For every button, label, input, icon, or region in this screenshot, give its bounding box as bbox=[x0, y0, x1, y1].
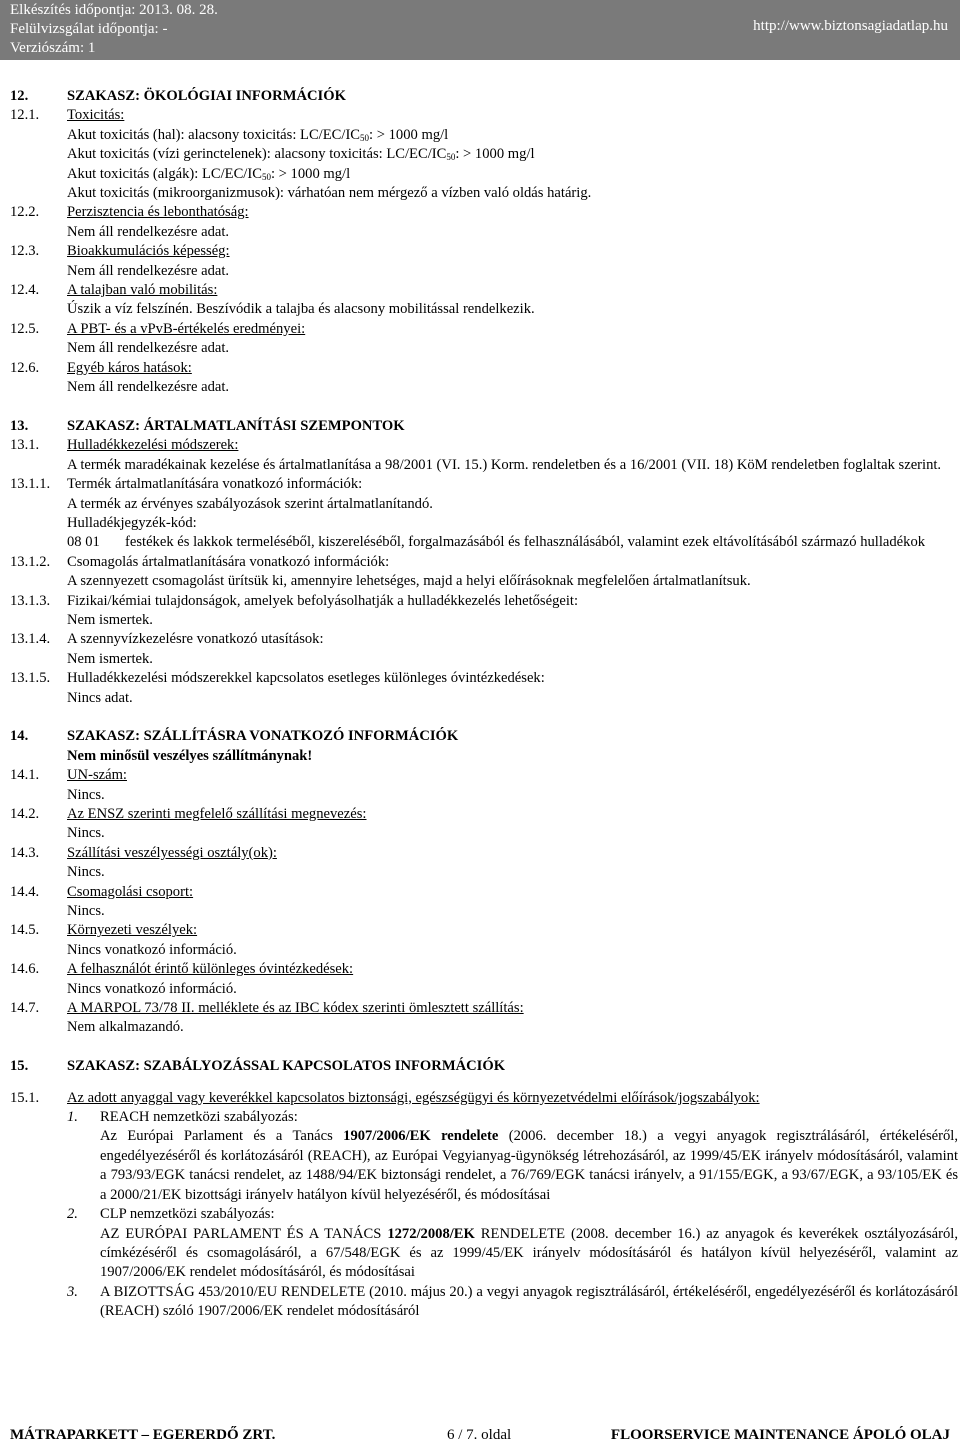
env-hazards-text: Nincs vonatkozó információ. bbox=[67, 941, 237, 958]
version-number: Verziószám: 1 bbox=[10, 40, 96, 56]
reach-text: Az Európai Parlament és a Tanács 1907/2006/EK rendelete (2006. december 18.) a vegyi anyagok regisztrálásáról, értékeléséről, engedélyezéséről és korlátozásáról (REACH), az Európai Vegyianyag-ügynökség létrehozásáról, az 1999/45/EK irányelv módosításáról, valamint a 793/93/EGK tanácsi rendelet, az 1488/94/EK biztonsági rendelet, a 76/769/EGK tanácsi irányelv, a 91/155/EGK, a 93/67/EGK, a 93/105/EK és a 2000/21/EK bizottsági irányelv hatályon kívül helyezéséről, és módosításai bbox=[100, 1128, 958, 1203]
section-15-heading: 15. SZAKASZ: SZABÁLYOZÁSSAL KAPCSOLATOS INFORMÁCIÓK bbox=[10, 1058, 506, 1075]
subsection-12-2: 12.2. Perzisztencia és lebonthatóság: bbox=[10, 204, 249, 221]
subsection-13-1-2: 13.1.2. Csomagolás ártalmatlanítására vonatkozó információk: bbox=[10, 553, 390, 570]
waste-code: 08 01 bbox=[67, 534, 100, 551]
subsection-15-1: 15.1. Az adott anyaggal vagy keverékkel kapcsolatos biztonsági, egészségügyi és környezetvédelmi előírások/jogszabályok: bbox=[10, 1089, 760, 1106]
hazard-class-text: Nincs. bbox=[67, 864, 105, 881]
subsection-number: 12.1. bbox=[10, 107, 40, 124]
pbt-text: Nem áll rendelkezésre adat. bbox=[67, 340, 230, 357]
section-title: SZAKASZ: ÖKOLÓGIAI INFORMÁCIÓK bbox=[67, 88, 346, 104]
revision-date: Felülvizsgálat időpontja: - bbox=[10, 21, 168, 37]
subsection-13-1-3: 13.1.3. Fizikai/kémiai tulajdonságok, amelyek befolyásolhatják a hulladékkezelés lehetőségeit: bbox=[10, 592, 579, 609]
subsection-12-5: 12.5. A PBT- és a vPvB-értékelés eredményei: bbox=[10, 320, 306, 337]
un-number-text: Nincs. bbox=[67, 786, 105, 803]
subsection-14-2: 14.2. Az ENSZ szerinti megfelelő szállítási megnevezés: bbox=[10, 806, 367, 822]
subsection-12-3: 12.3. Bioakkumulációs képesség: bbox=[10, 243, 230, 260]
subsection-14-1: 14.1. UN-szám: bbox=[10, 767, 127, 784]
subsection-14-6: 14.6. A felhasználót érintő különleges óvintézkedések: bbox=[10, 961, 354, 978]
section-14-heading: 14. SZAKASZ: SZÁLLÍTÁSRA VONATKOZÓ INFORMÁCIÓK bbox=[10, 728, 459, 745]
clp-title: CLP nemzetközi szabályozás: bbox=[100, 1206, 275, 1223]
transport-notice: Nem minősül veszélyes szállítmánynak! bbox=[67, 747, 313, 764]
subsection-12-1 bbox=[10, 106, 958, 125]
subsection-14-4: 14.4. Csomagolási csoport: bbox=[10, 883, 194, 900]
other-effects-text: Nem áll rendelkezésre adat. bbox=[67, 379, 230, 396]
subsection-12-4: 12.4. A talajban való mobilitás: bbox=[10, 282, 218, 299]
company-name: MÁTRAPARKETT – EGERERDŐ ZRT. bbox=[10, 1427, 276, 1443]
reach-title: REACH nemzetközi szabályozás: bbox=[100, 1109, 298, 1126]
page-number: 6 / 7. oldal bbox=[447, 1427, 512, 1443]
regulation-item-1: 1. REACH nemzetközi szabályozás: Az Európai Parlament és a Tanács 1907/2006/EK rendelete (2006. december 18.) a vegyi anyagok regisztrálásáról, értékeléséről, engedélyezéséről és korlátozásáról (REACH), az Európai Vegyianyag-ügynökség létrehozásáról, az 1999/45/EK irányelv módosításáról, valamint a 793/93/EGK tanácsi rendelet, az 1488/94/EK biztonsági rendelet, a 76/769/EGK tanácsi irányelv, a 91/155/EGK, a 93/67/EGK, a 93/105/EK és a 2000/21/EK bizottsági irányelv hatályon kívül helyezéséről, és módosításai bbox=[10, 1108, 958, 1205]
packaging-text: A szennyezett csomagolást ürítsük ki, amennyire lehetséges, majd a helyi előírásoknak megfelelően ártalmatlanítsuk. bbox=[67, 573, 751, 590]
product-disposal-text: A termék az érvényes szabályozások szerint ártalmatlanítandó. bbox=[67, 495, 433, 512]
created-date: Elkészítés időpontja: 2013. 08. 28. bbox=[10, 2, 218, 18]
toxicity-microorganisms: Akut toxicitás (mikroorganizmusok): várhatóan nem mérgező a vízben való oldás határig. bbox=[67, 185, 592, 202]
section-12-heading bbox=[10, 87, 958, 106]
document-body bbox=[10, 87, 958, 1322]
sewage-text: Nem ismertek. bbox=[67, 650, 153, 667]
product-name: FLOORSERVICE MAINTENANCE ÁPOLÓ OLAJ bbox=[610, 1427, 950, 1443]
toxicity-algae: Akut toxicitás (algák): $LC/EC/IC_{50}$: > 1000 mg/l bbox=[67, 165, 351, 182]
subsection-12-6: 12.6. Egyéb káros hatások: bbox=[10, 359, 192, 376]
subsection-13-1: 13.1. Hulladékkezelési módszerek: bbox=[10, 437, 239, 454]
commission-regulation-text: A BIZOTTSÁG 453/2010/EU RENDELETE (2010. május 20.) a vegyi anyagok regisztrálásáról, értékeléséről, engedélyezéséről és korlátozásáról (REACH) szóló 1907/2006/EK rendelet módosításáról bbox=[100, 1283, 958, 1320]
subsection-13-1-1: 13.1.1. Termék ártalmatlanítására vonatkozó információk: bbox=[10, 476, 363, 493]
marpol-text: Nem alkalmazandó. bbox=[67, 1019, 184, 1036]
subsection-14-3: 14.3. Szállítási veszélyességi osztály(ok): bbox=[10, 844, 277, 861]
user-precautions-text: Nincs vonatkozó információ. bbox=[67, 980, 237, 997]
subsection-13-1-4: 13.1.4. A szennyvízkezelésre vonatkozó utasítások: bbox=[10, 631, 324, 648]
subsection-14-7: 14.7. A MARPOL 73/78 II. melléklete és az IBC kódex szerinti ömlesztett szállítás: bbox=[10, 1000, 524, 1017]
subsection-title: Toxicitás: bbox=[67, 107, 125, 124]
packing-group-text: Nincs. bbox=[67, 903, 105, 920]
physchem-text: Nem ismertek. bbox=[67, 611, 153, 628]
clp-text: AZ EURÓPAI PARLAMENT ÉS A TANÁCS 1272/2008/EK RENDELETE (2008. december 16.) az anyagok és keverékek osztályozásáról, címkézéséről és csomagolásáról, a 67/548/EGK és az 1999/45/EK irányelv módosításáról és hatályon kívül helyezéséről, valamint az 1907/2006/EK rendelet módosításáról, és módosításai bbox=[100, 1225, 958, 1281]
subsection-13-1-5: 13.1.5. Hulladékkezelési módszerekkel kapcsolatos esetleges különleges óvintézkedések: bbox=[10, 670, 545, 687]
persistence-text: Nem áll rendelkezésre adat. bbox=[67, 223, 230, 240]
waste-code-label: Hulladékjegyzék-kód: bbox=[67, 514, 197, 531]
bioaccumulation-text: Nem áll rendelkezésre adat. bbox=[67, 262, 230, 279]
waste-methods-text: A termék maradékainak kezelése és ártalmatlanítása a 98/2001 (VI. 15.) Korm. rendeletben és a 16/2001 (VII. 18) KöM rendeletben foglaltak szerint. bbox=[67, 456, 942, 473]
subsection-14-5: 14.5. Környezeti veszélyek: bbox=[10, 922, 198, 939]
section-number: 12. bbox=[10, 88, 29, 104]
waste-code-entry: 08 01 festékek és lakkok termeléséből, kiszereléséből, forgalmazásából és felhasználásából, valamint ezek eltávolításából származó hulladékok bbox=[10, 533, 958, 552]
website-link[interactable]: http://www.biztonsagiadatlap.hu bbox=[753, 18, 948, 34]
shipping-name-text: Nincs. bbox=[67, 825, 105, 842]
toxicity-fish: Akut toxicitás (hal): alacsony toxicitás: $LC/EC/IC_{50}$: > 1000 mg/l bbox=[67, 126, 449, 143]
regulation-item-2: 2. CLP nemzetközi szabályozás: AZ EURÓPAI PARLAMENT ÉS A TANÁCS 1272/2008/EK RENDELETE (2008. december 16.) az anyagok és keverékek osztályozásáról, címkézéséről és csomagolásáról, a 67/548/EGK és az 1999/45/EK irányelv módosításáról és hatályon kívül helyezéséről, valamint az 1907/2006/EK rendelet módosításáról, és módosításai bbox=[10, 1205, 958, 1283]
precautions-text: Nincs adat. bbox=[67, 689, 133, 706]
regulation-item-3: 3. A BIZOTTSÁG 453/2010/EU RENDELETE (2010. május 20.) a vegyi anyagok regisztrálásáról, értékeléséről, engedélyezéséről és korlátozásáról (REACH) szóló 1907/2006/EK rendelet módosításáról bbox=[10, 1283, 958, 1322]
toxicity-invertebrates: Akut toxicitás (vízi gerinctelenek): alacsony toxicitás: $LC/EC/IC_{50}$: > 1000 mg/l bbox=[67, 146, 535, 163]
section-13-heading: 13. SZAKASZ: ÁRTALMATLANÍTÁSI SZEMPONTOK bbox=[10, 417, 405, 434]
page-header bbox=[0, 0, 960, 60]
mobility-text: Úszik a víz felszínén. Beszívódik a talajba és alacsony mobilitással rendelkezik. bbox=[67, 301, 535, 318]
